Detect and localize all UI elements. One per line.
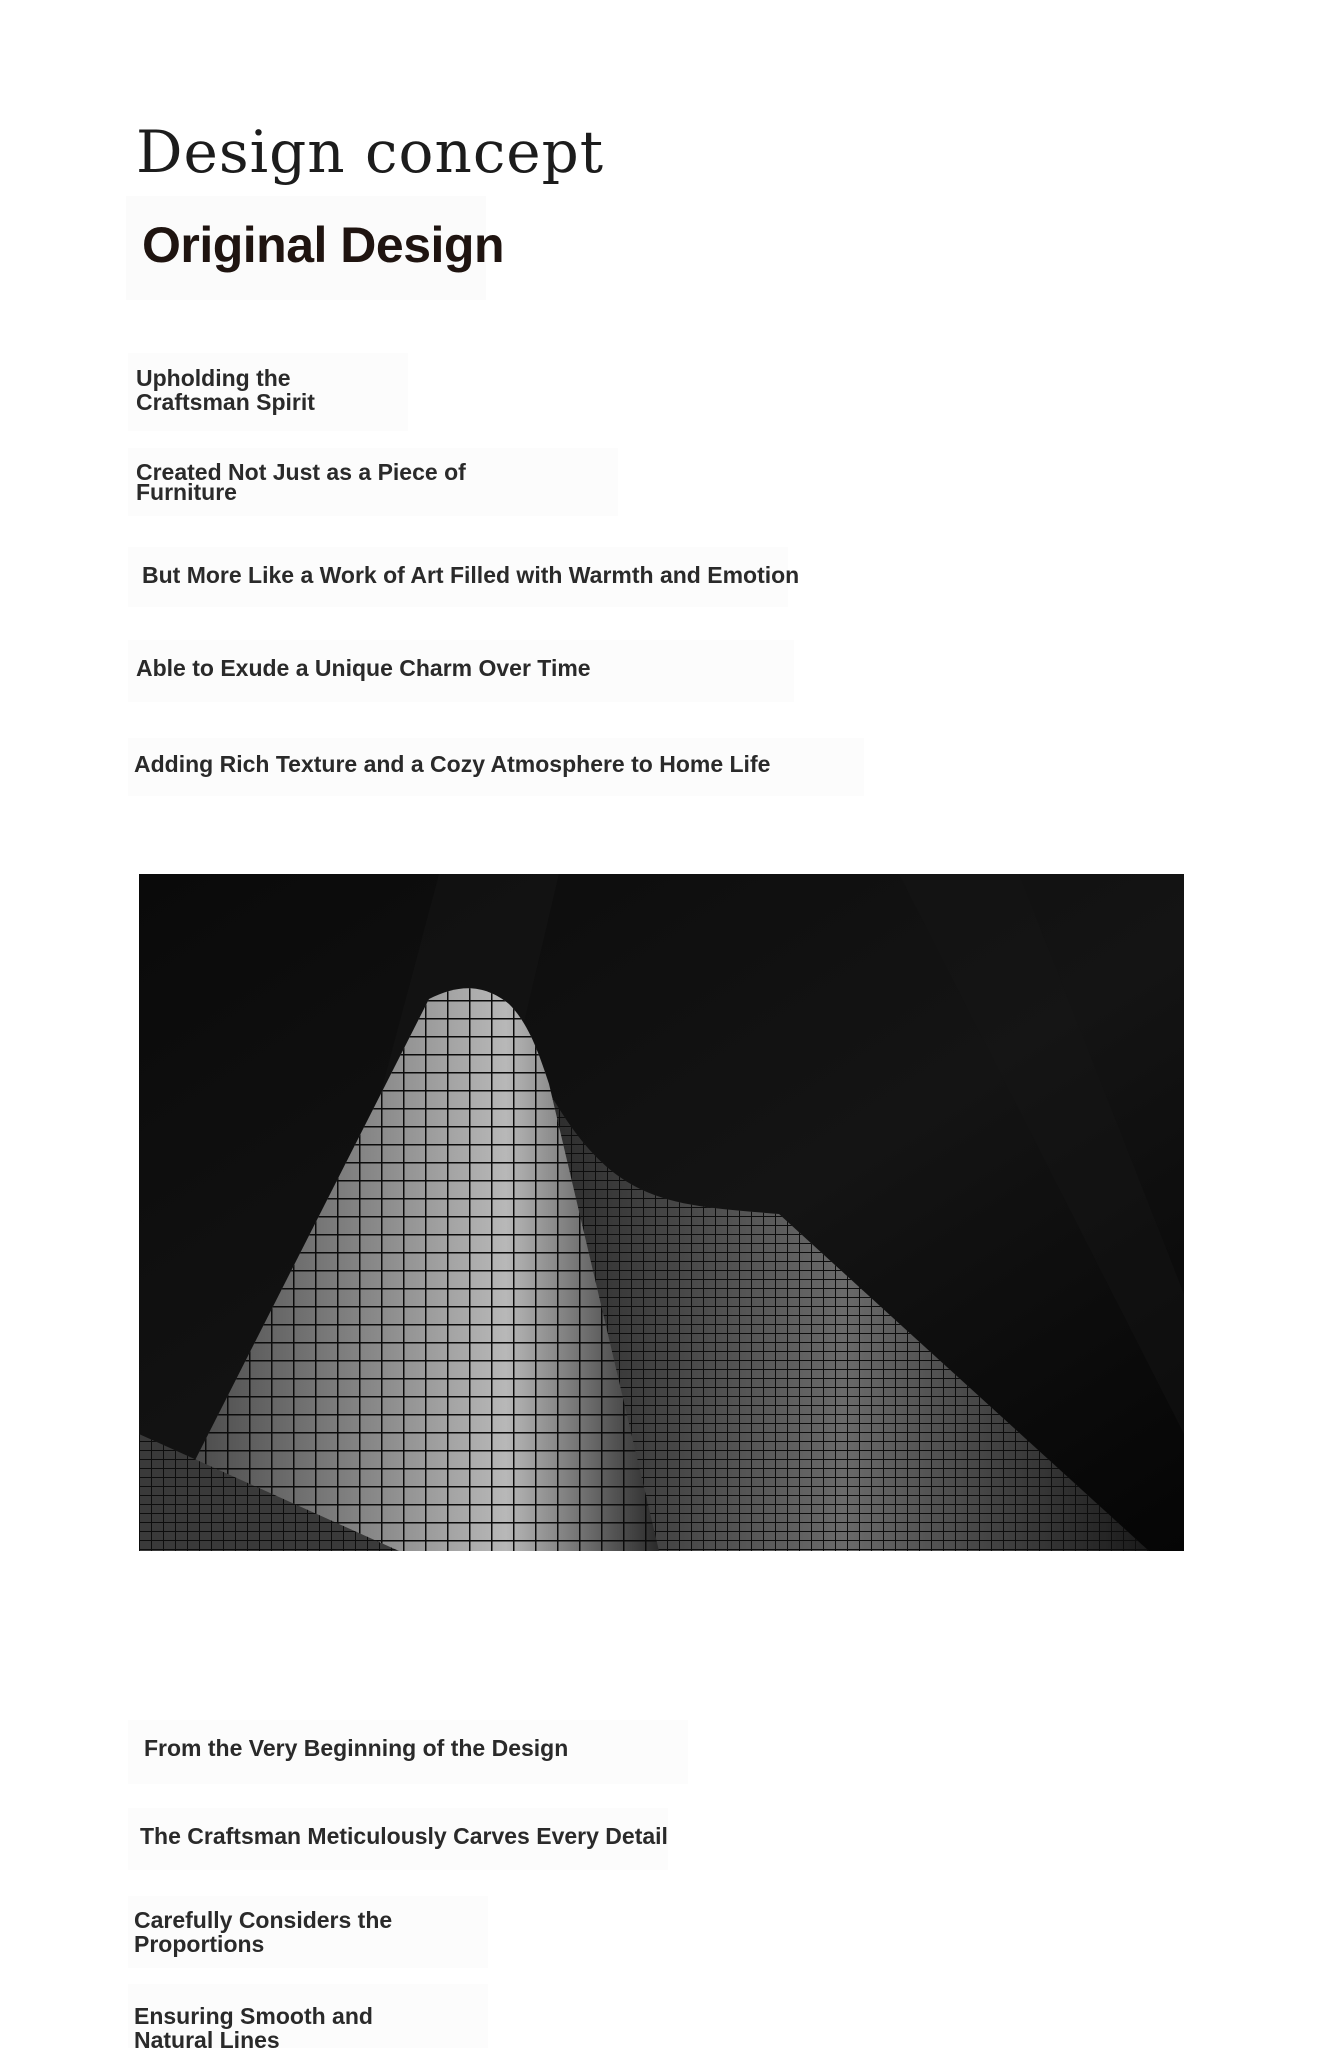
intro-line-4-text: Able to Exude a Unique Charm Over Time — [136, 655, 591, 681]
detail-line-4 — [128, 1984, 488, 2053]
page-title: Design concept — [136, 118, 605, 186]
detail-line-1 — [128, 1720, 688, 1784]
skyscraper-illustration — [139, 874, 1184, 1551]
intro-line-5 — [128, 738, 864, 796]
page-subtitle — [126, 196, 505, 300]
detail-line-3 — [128, 1896, 488, 1968]
detail-line-2-text: The Craftsman Meticulously Carves Every Detail — [140, 1823, 668, 1849]
intro-line-4 — [128, 640, 794, 702]
intro-line-2-text: Created Not Just as a Piece of Furniture — [136, 459, 466, 505]
intro-line-5-text: Adding Rich Texture and a Cozy Atmosphere to Home Life — [134, 751, 771, 777]
intro-line-1-text: Upholding the Craftsman Spirit — [136, 365, 315, 415]
detail-line-4-text: Ensuring Smooth and Natural Lines — [134, 2003, 373, 2053]
detail-line-3-text: Carefully Considers the Proportions — [134, 1907, 393, 1957]
skyscraper-photo — [139, 874, 1184, 1551]
intro-line-1 — [128, 353, 408, 431]
intro-line-3-text: But More Like a Work of Art Filled with Warmth and Emotion — [142, 562, 800, 588]
page-subtitle-text: Original Design — [142, 217, 505, 273]
intro-line-3 — [128, 547, 800, 607]
detail-line-2 — [128, 1808, 668, 1870]
intro-line-2 — [128, 448, 618, 516]
detail-line-1-text: From the Very Beginning of the Design — [144, 1735, 569, 1761]
